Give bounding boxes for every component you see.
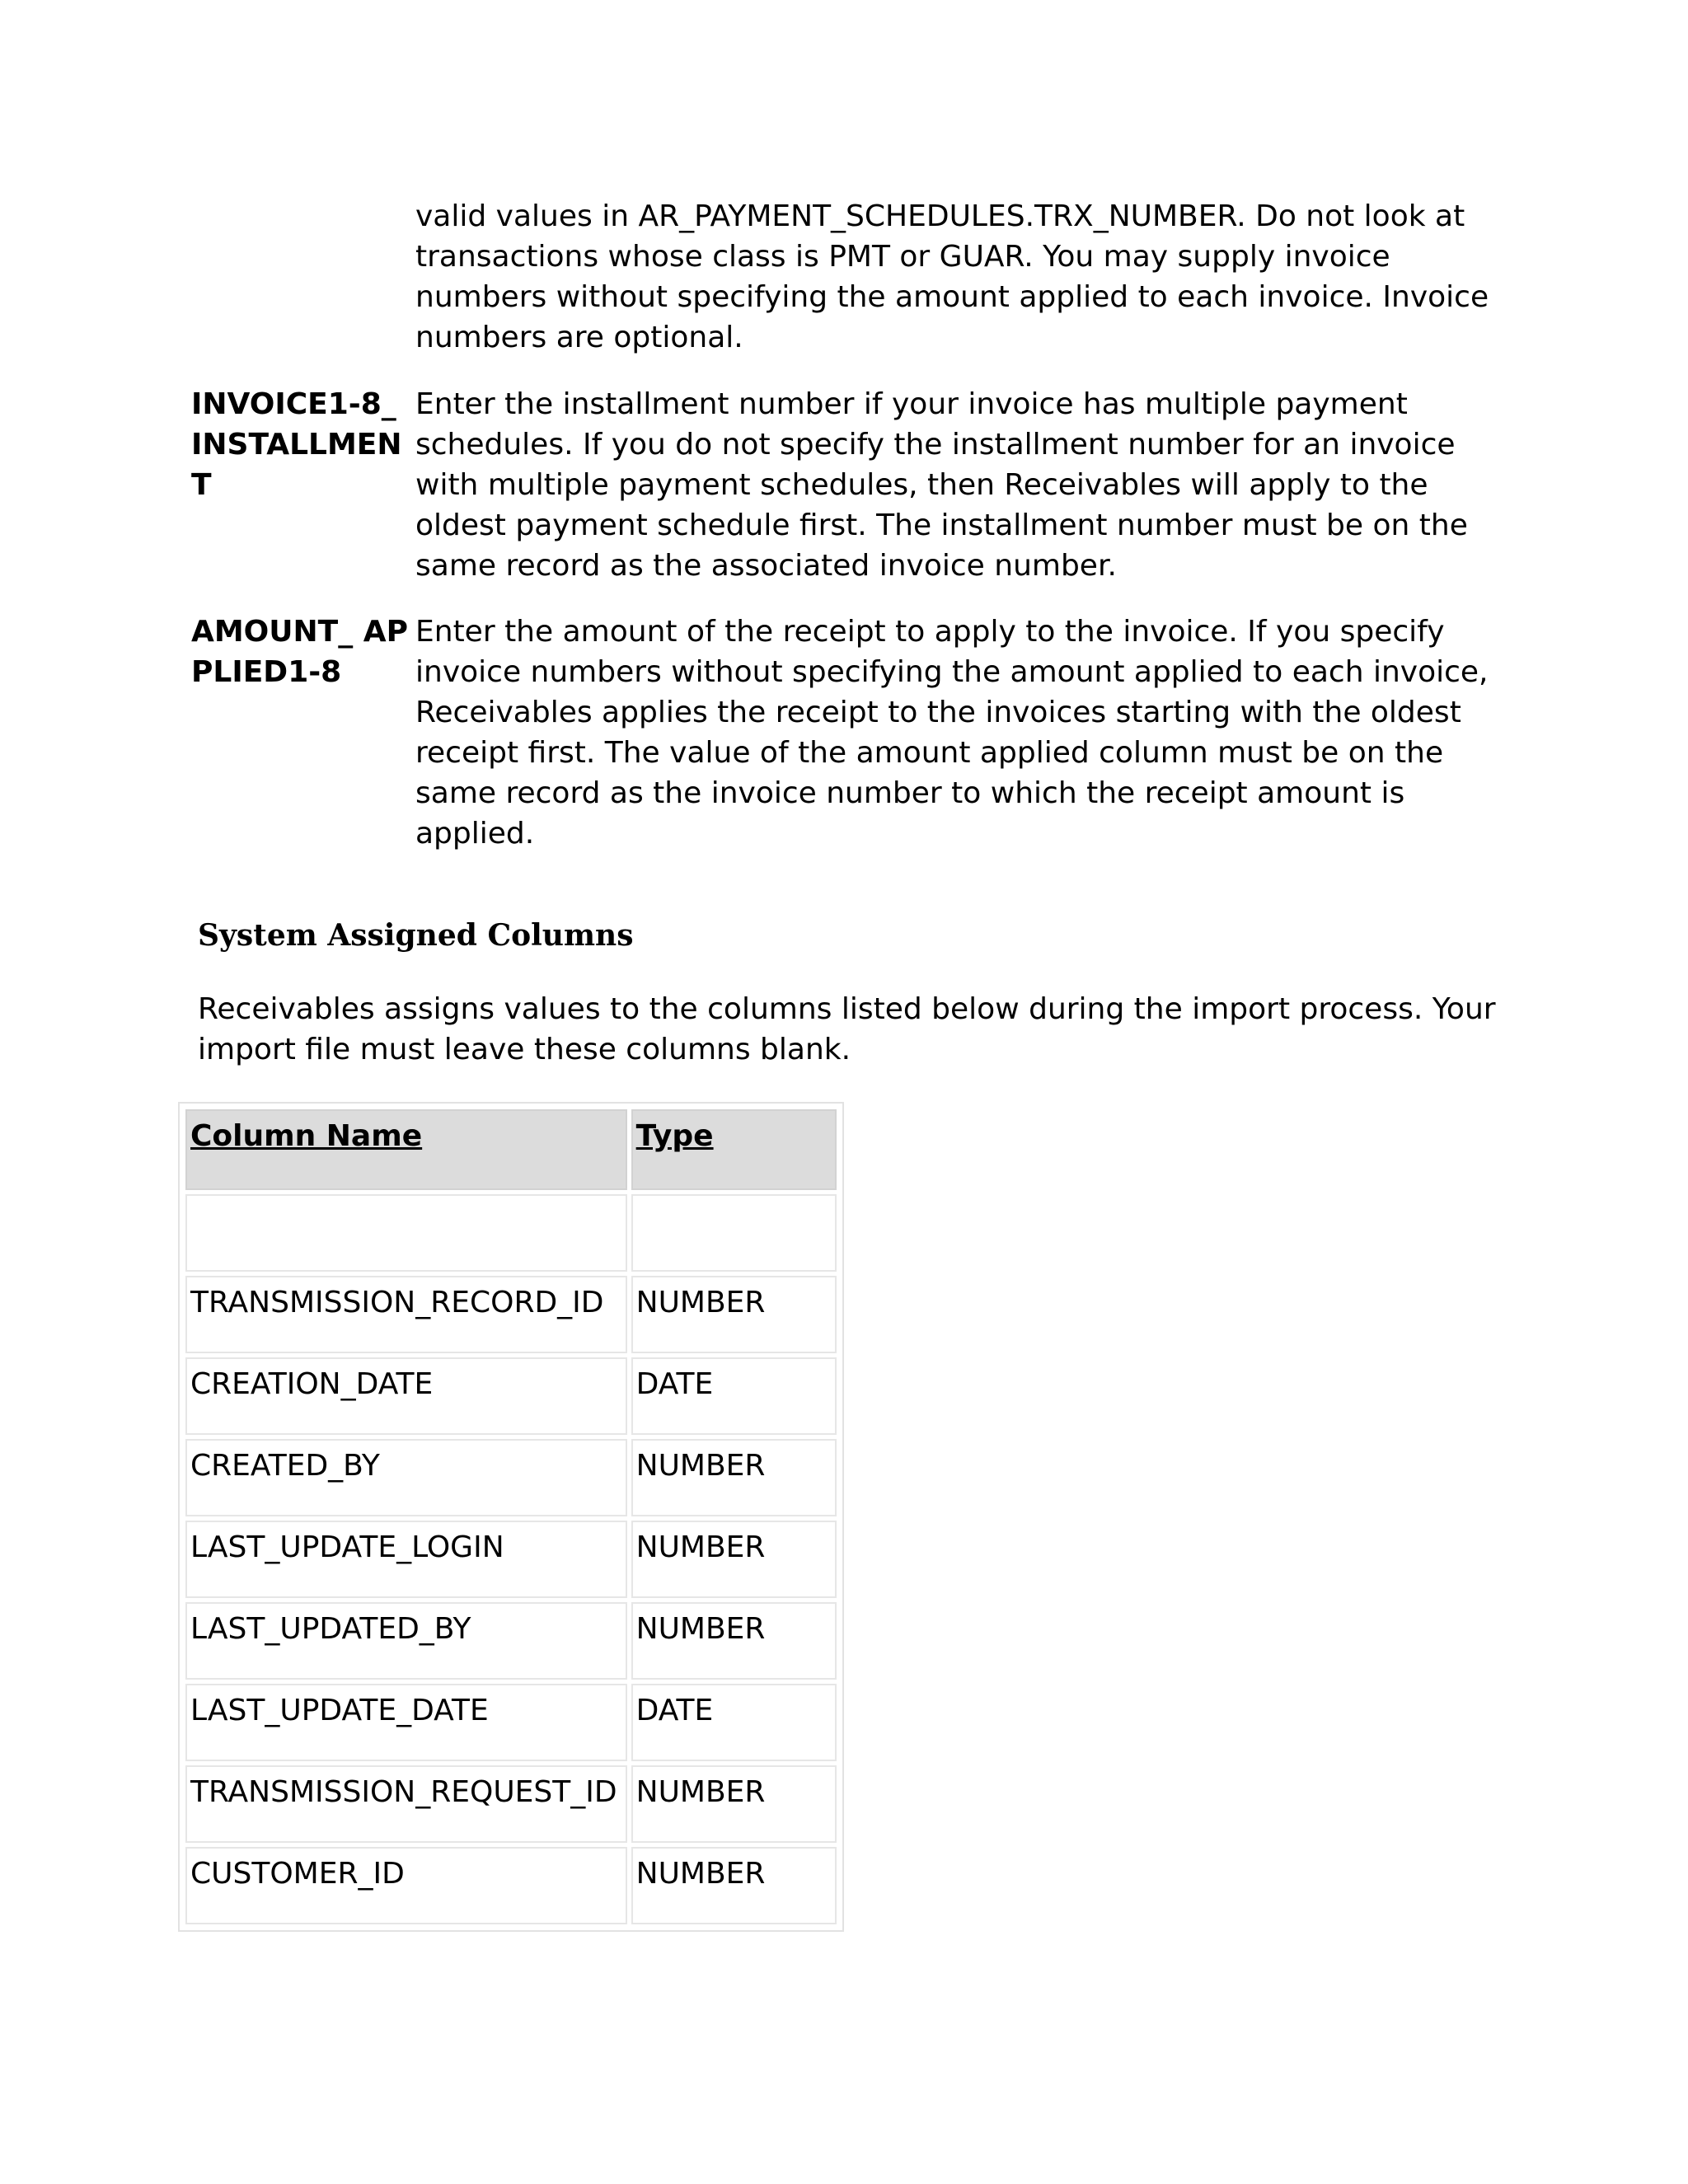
section-intro: Receivables assigns values to the columns listed below during the import process. Your import file must leave these columns blank.: [198, 992, 1496, 1066]
definition-term: AMOUNT_ APPLIED1-8: [191, 615, 408, 689]
table-row: [185, 1357, 837, 1435]
column-name-cell: CREATION_DATE: [185, 1357, 627, 1435]
table-header-row: [185, 1109, 837, 1190]
type-header: Type: [631, 1109, 837, 1190]
column-name-cell: TRANSMISSION_RECORD_ID: [185, 1276, 627, 1353]
table-row: [185, 1765, 837, 1843]
table-row: [185, 1439, 837, 1516]
column-name-cell: [185, 1194, 627, 1272]
table-row: [185, 1521, 837, 1598]
column-name-cell: CREATED_BY: [185, 1439, 627, 1516]
type-cell: [631, 1194, 837, 1272]
table-row: [185, 1847, 837, 1924]
column-name-header: Column Name: [185, 1109, 627, 1190]
type-cell: NUMBER: [631, 1602, 837, 1680]
definition-description: valid values in AR_PAYMENT_SCHEDULES.TRX_NUMBER. Do not look at transactions whose class is PMT or GUAR. You may supply invoice numbers without specifying the amount applied to each invoice. Invoice numbers are optional.: [415, 199, 1489, 354]
definition-description: Enter the installment number if your invoice has multiple payment schedules. If you do not specify the installment number for an invoice with multiple payment schedules, then Receivables will apply to the oldest payment schedule first. The installment number must be on the same record as the associated invoice number.: [415, 387, 1468, 583]
column-name-cell: LAST_UPDATED_BY: [185, 1602, 627, 1680]
table-row: [185, 1602, 837, 1680]
definition-term: INVOICE1-8_ INSTALLMENT: [191, 387, 402, 502]
column-name-cell: CUSTOMER_ID: [185, 1847, 627, 1924]
type-cell: DATE: [631, 1684, 837, 1761]
section-heading: System Assigned Columns: [198, 918, 634, 953]
column-name-cell: LAST_UPDATE_DATE: [185, 1684, 627, 1761]
table-row: [185, 1276, 837, 1353]
type-cell: NUMBER: [631, 1765, 837, 1843]
table-row: [185, 1194, 837, 1272]
table-row: [185, 1684, 837, 1761]
type-cell: NUMBER: [631, 1276, 837, 1353]
type-cell: NUMBER: [631, 1847, 837, 1924]
definition-description: Enter the amount of the receipt to apply to the invoice. If you specify invoice numbers without specifying the amount applied to each invoice, Receivables applies the receipt to the invoices starting with the oldest receipt first. The value of the amount applied column must be on the same record as the invoice number to which the receipt amount is applied.: [415, 615, 1489, 851]
system-columns-table: [178, 1102, 844, 1932]
type-cell: NUMBER: [631, 1439, 837, 1516]
type-cell: NUMBER: [631, 1521, 837, 1598]
type-cell: DATE: [631, 1357, 837, 1435]
column-name-cell: TRANSMISSION_REQUEST_ID: [185, 1765, 627, 1843]
column-name-cell: LAST_UPDATE_LOGIN: [185, 1521, 627, 1598]
